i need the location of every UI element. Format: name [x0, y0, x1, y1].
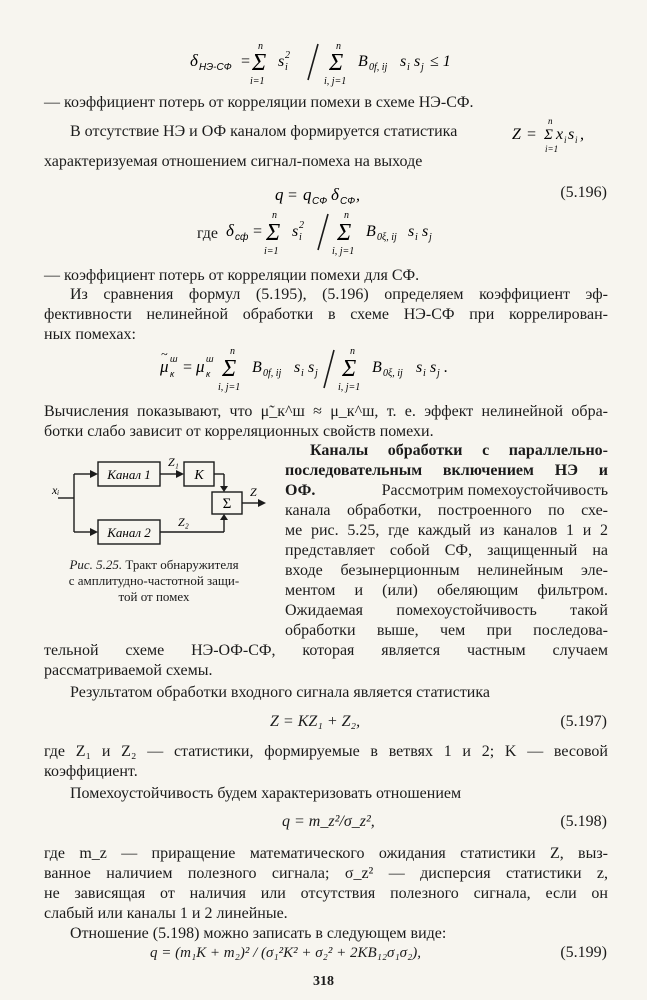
svg-text:B: B — [252, 359, 262, 376]
svg-text:Σ: Σ — [252, 50, 267, 76]
svg-text:s: s — [568, 126, 575, 143]
input-label: xᵢ — [52, 483, 60, 497]
text-line: Помехоустойчивость будем характеризовать отношением — [70, 785, 462, 802]
formula-delta-ne-sf-render — [190, 36, 490, 90]
formula-statistic-z-render — [512, 114, 612, 154]
svg-text:0f, ij: 0f, ij — [263, 368, 282, 379]
output-label: Z — [250, 485, 257, 499]
text-line: рассматриваемой схемы. — [44, 662, 213, 679]
caption-line: той от помех — [118, 589, 190, 604]
svg-text:~: ~ — [161, 347, 168, 361]
svg-text:к: к — [170, 369, 175, 379]
svg-text:B: B — [372, 359, 382, 376]
svg-text:i, j=1: i, j=1 — [338, 382, 361, 393]
arrow-icon — [90, 470, 98, 478]
channel1-label: Канал 1 — [107, 467, 151, 482]
svg-text:j: j — [421, 62, 424, 73]
figure-caption — [34, 557, 274, 605]
text-line: ме рис. 5.25, где каждый из каналов 1 и 2 — [285, 522, 608, 539]
text-line: В отсутствие НЭ и ОФ каналом формируется статистика — [70, 123, 458, 140]
svg-text:≤ 1: ≤ 1 — [430, 53, 451, 70]
section-heading: Каналы обработки с параллельно- — [310, 442, 608, 459]
svg-text:.: . — [444, 359, 448, 376]
section-heading: последовательным включением НЭ и — [285, 462, 608, 479]
svg-text:2: 2 — [299, 220, 304, 231]
svg-text:i=1: i=1 — [250, 76, 265, 87]
equation-number: (5.199) — [560, 944, 607, 961]
svg-text:ш: ш — [170, 354, 178, 364]
formula-z-sum: Z = KZ₁ + Z₂, — [270, 713, 361, 730]
text-line: ботки слабо зависит от корреляционных свойств помехи. — [44, 423, 434, 440]
svg-text:сф: сф — [235, 232, 249, 243]
svg-text:x: x — [556, 126, 564, 143]
svg-text:j: j — [315, 368, 318, 379]
svg-text:Σ: Σ — [266, 220, 281, 246]
svg-text:i, j=1: i, j=1 — [218, 382, 241, 393]
svg-text:B: B — [366, 223, 376, 240]
svg-text:Σ: Σ — [342, 356, 357, 382]
svg-text:q: q — [275, 185, 284, 204]
svg-text:n: n — [230, 346, 235, 357]
svg-text:μ: μ — [196, 357, 205, 376]
formula-delta-sf — [226, 204, 486, 258]
svg-text:n: n — [336, 41, 341, 52]
arrow-icon — [258, 499, 266, 507]
page-number: 318 — [313, 974, 334, 989]
equation-number: (5.196) — [560, 184, 607, 201]
z1-label: Z₁ — [168, 455, 179, 469]
svg-text:i: i — [301, 368, 304, 379]
text-line: — коэффициент потерь от корреляции помехи в схеме НЭ-СФ. — [44, 94, 474, 111]
caption-text: Тракт обнаружителя — [125, 557, 239, 572]
svg-text:s: s — [408, 223, 415, 240]
text-line: фективности нелинейной обработки в схеме НЭ-СФ при коррелирован- — [44, 306, 608, 323]
caption-line — [34, 557, 274, 573]
text-line: — коэффициент потерь от корреляции помехи для СФ. — [44, 267, 420, 284]
svg-text:Σ: Σ — [544, 127, 553, 143]
equation-number: (5.197) — [560, 713, 607, 730]
svg-text:i, j=1: i, j=1 — [324, 76, 347, 87]
text-line: Отношение (5.198) можно записать в следующем виде: — [70, 925, 447, 942]
svg-text:,: , — [580, 126, 584, 143]
svg-text:s: s — [294, 359, 301, 376]
formula-q-ratio: q = m_z²/σ_z², — [282, 813, 375, 830]
text-line: Из сравнения формул (5.195), (5.196) определяем коэффициент эф- — [70, 286, 608, 303]
svg-text:Σ: Σ — [222, 356, 237, 382]
svg-text:ш: ш — [206, 354, 214, 364]
svg-text:=: = — [182, 359, 193, 376]
svg-text:i: i — [285, 62, 288, 73]
svg-text:n: n — [350, 346, 355, 357]
svg-text:j: j — [437, 368, 440, 379]
svg-text:0ξ, ij: 0ξ, ij — [377, 232, 397, 243]
svg-text:0ξ, ij: 0ξ, ij — [383, 368, 403, 379]
formula-statistic-z — [512, 114, 612, 154]
svg-text:i: i — [564, 135, 567, 145]
svg-text:2: 2 — [285, 50, 290, 61]
svg-text:=: = — [287, 187, 298, 204]
svg-text:=: = — [240, 53, 251, 70]
svg-text:,: , — [356, 187, 360, 204]
svg-text:n: n — [272, 210, 277, 221]
text-line: Результатом обработки входного сигнала является статистика — [70, 684, 490, 701]
svg-text:s: s — [416, 359, 423, 376]
svg-text:n: n — [344, 210, 349, 221]
formula-delta-sf-render — [226, 204, 486, 258]
text-line: тельной схеме НЭ-ОФ-СФ, которая является частным случаем — [44, 642, 608, 659]
section-heading-end: ОФ. — [285, 482, 316, 499]
text-line: Ожидаемая помехоустойчивость такой — [285, 602, 608, 619]
svg-text:μ: μ — [160, 357, 169, 376]
summator-label: Σ — [222, 496, 232, 512]
text-line: Вычисления показывают, что μ̃_к^ш ≈ μ_к^ш, т. е. эффект нелинейной обра- — [44, 403, 608, 420]
svg-text:δ: δ — [226, 221, 234, 240]
text-line: представляет собой СФ, защищенный на — [285, 542, 608, 559]
svg-text:i: i — [407, 62, 410, 73]
text-line: не зависящая от наличия или отсутствия полезного сигнала, если он — [44, 885, 608, 902]
formula-mu-ratio-render — [160, 340, 510, 398]
channel2-label: Канал 2 — [107, 525, 151, 540]
arrow-icon — [220, 486, 228, 492]
svg-text:n: n — [258, 41, 263, 52]
text-line: канала обработки, построенного по схе- — [285, 502, 608, 519]
arrow-icon — [220, 514, 228, 520]
svg-text:s: s — [414, 53, 421, 70]
text-line: где m_z — приращение математического ожидания статистики Z, выз- — [44, 845, 608, 862]
text-line: слабый или каналы 1 и 2 линейные. — [44, 905, 288, 922]
svg-text:n: n — [548, 116, 553, 126]
svg-text:Σ: Σ — [329, 50, 344, 76]
text-fragment: Рассмотрим помехоустойчивость — [381, 482, 608, 499]
text-line — [285, 481, 608, 501]
equation-number: (5.198) — [560, 813, 607, 830]
svg-text:i, j=1: i, j=1 — [332, 246, 355, 257]
caption-label: Рис. 5.25. — [69, 557, 123, 572]
block-diagram — [28, 446, 278, 556]
svg-text:i: i — [415, 232, 418, 243]
svg-text:i=1: i=1 — [264, 246, 279, 257]
svg-text:i: i — [423, 368, 426, 379]
text-line: обработки выше, чем при последова- — [285, 622, 608, 639]
caption-line: с амплитудно-частотной защи- — [68, 573, 240, 588]
svg-text:j: j — [429, 232, 432, 243]
svg-text:δ: δ — [190, 51, 198, 70]
text-line: где Z₁ и Z₂ — статистики, формируемые в ветвях 1 и 2; K — весовой — [44, 743, 608, 760]
text-line: характеризуемая отношением сигнал-помеха на выходе — [44, 153, 423, 170]
text-line: коэффициент. — [44, 763, 138, 780]
gain-k-label: K — [194, 468, 204, 483]
text-line: где — [197, 225, 219, 242]
svg-text:s: s — [278, 53, 285, 70]
svg-text:s: s — [292, 223, 299, 240]
svg-text:Z: Z — [512, 126, 521, 143]
svg-text:s: s — [400, 53, 407, 70]
svg-text:i: i — [299, 232, 302, 243]
text-line: ных помехах: — [44, 326, 136, 343]
svg-text:0f, ij: 0f, ij — [369, 62, 388, 73]
arrow-icon — [90, 528, 98, 536]
svg-text:s: s — [308, 359, 315, 376]
z2-label: Z₂ — [178, 515, 189, 529]
svg-text:s: s — [422, 223, 429, 240]
svg-text:НЭ-СФ: НЭ-СФ — [199, 62, 232, 73]
arrow-icon — [176, 470, 184, 478]
svg-text:s: s — [430, 359, 437, 376]
svg-text:i: i — [575, 135, 578, 145]
svg-text:δ: δ — [331, 185, 339, 204]
svg-text:=: = — [252, 223, 263, 240]
text-line: ментом и (или) обеляющим фильтром. — [285, 582, 608, 599]
svg-text:Σ: Σ — [337, 220, 352, 246]
svg-text:СФ: СФ — [312, 196, 328, 207]
svg-text:=: = — [526, 126, 537, 143]
formula-mu-ratio — [160, 340, 510, 398]
text-line: ванное наличием полезного сигнала; σ_z² — дисперсия статистики z, — [44, 865, 608, 882]
svg-text:к: к — [206, 369, 211, 379]
svg-text:q: q — [303, 185, 312, 204]
svg-text:B: B — [358, 53, 368, 70]
formula-q-expanded: q = (m₁K + m₂)² / (σ₁²K² + σ₂² + 2KB₁₂σ₁σ₂), — [150, 945, 422, 961]
svg-text:i=1: i=1 — [545, 144, 559, 154]
svg-text:СФ: СФ — [340, 196, 356, 207]
text-line: входе безынерционным нелинейным эле- — [285, 562, 608, 579]
